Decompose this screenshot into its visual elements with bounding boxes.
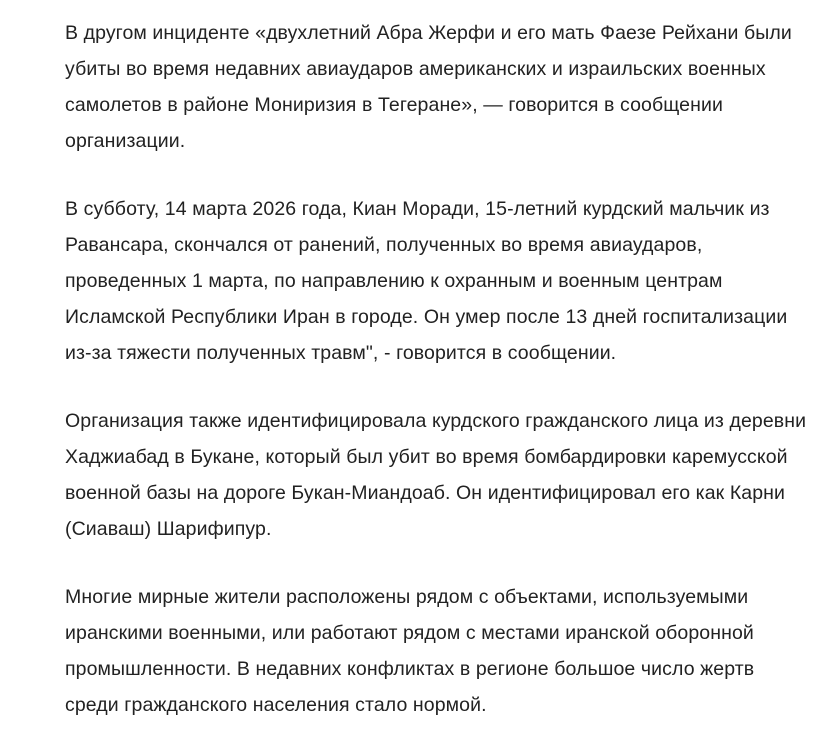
article-body [65, 15, 810, 755]
article-paragraph: Многие мирные жители расположены рядом с объектами, используемыми иранскими военными, или работают рядом с местами иранской оборонной промышленности. В недавних конфликтах в регионе большое число жертв среди гражданского населения стало нормой. [65, 586, 755, 716]
article-paragraph: Организация также идентифицировала курдского гражданского лица из деревни Хаджиабад в Букане, который был убит во время бомбардировки каремусской военной базы на дороге Букан-Миандоаб. Он идентифицировал его как Карни (Сиаваш) Шарифипур. [65, 410, 807, 540]
article-paragraph: В субботу, 14 марта 2026 года, Киан Моради, 15-летний курдский мальчик из Равансара, скончался от ранений, полученных во время авиаударов, проведенных 1 марта, по направлению к охранным и военным центрам Исламской Республики Иран в городе. Он умер после 13 дней госпитализации из-за тяжести полученных травм", - говорится в сообщении. [65, 198, 788, 364]
article-paragraph: В другом инциденте «двухлетний Абра Жерфи и его мать Фаезе Рейхани были убиты во время недавних авиаударов американских и израильских военных самолетов в районе Мониризия в Тегеране», — говорится в сообщении организации. [65, 22, 792, 152]
